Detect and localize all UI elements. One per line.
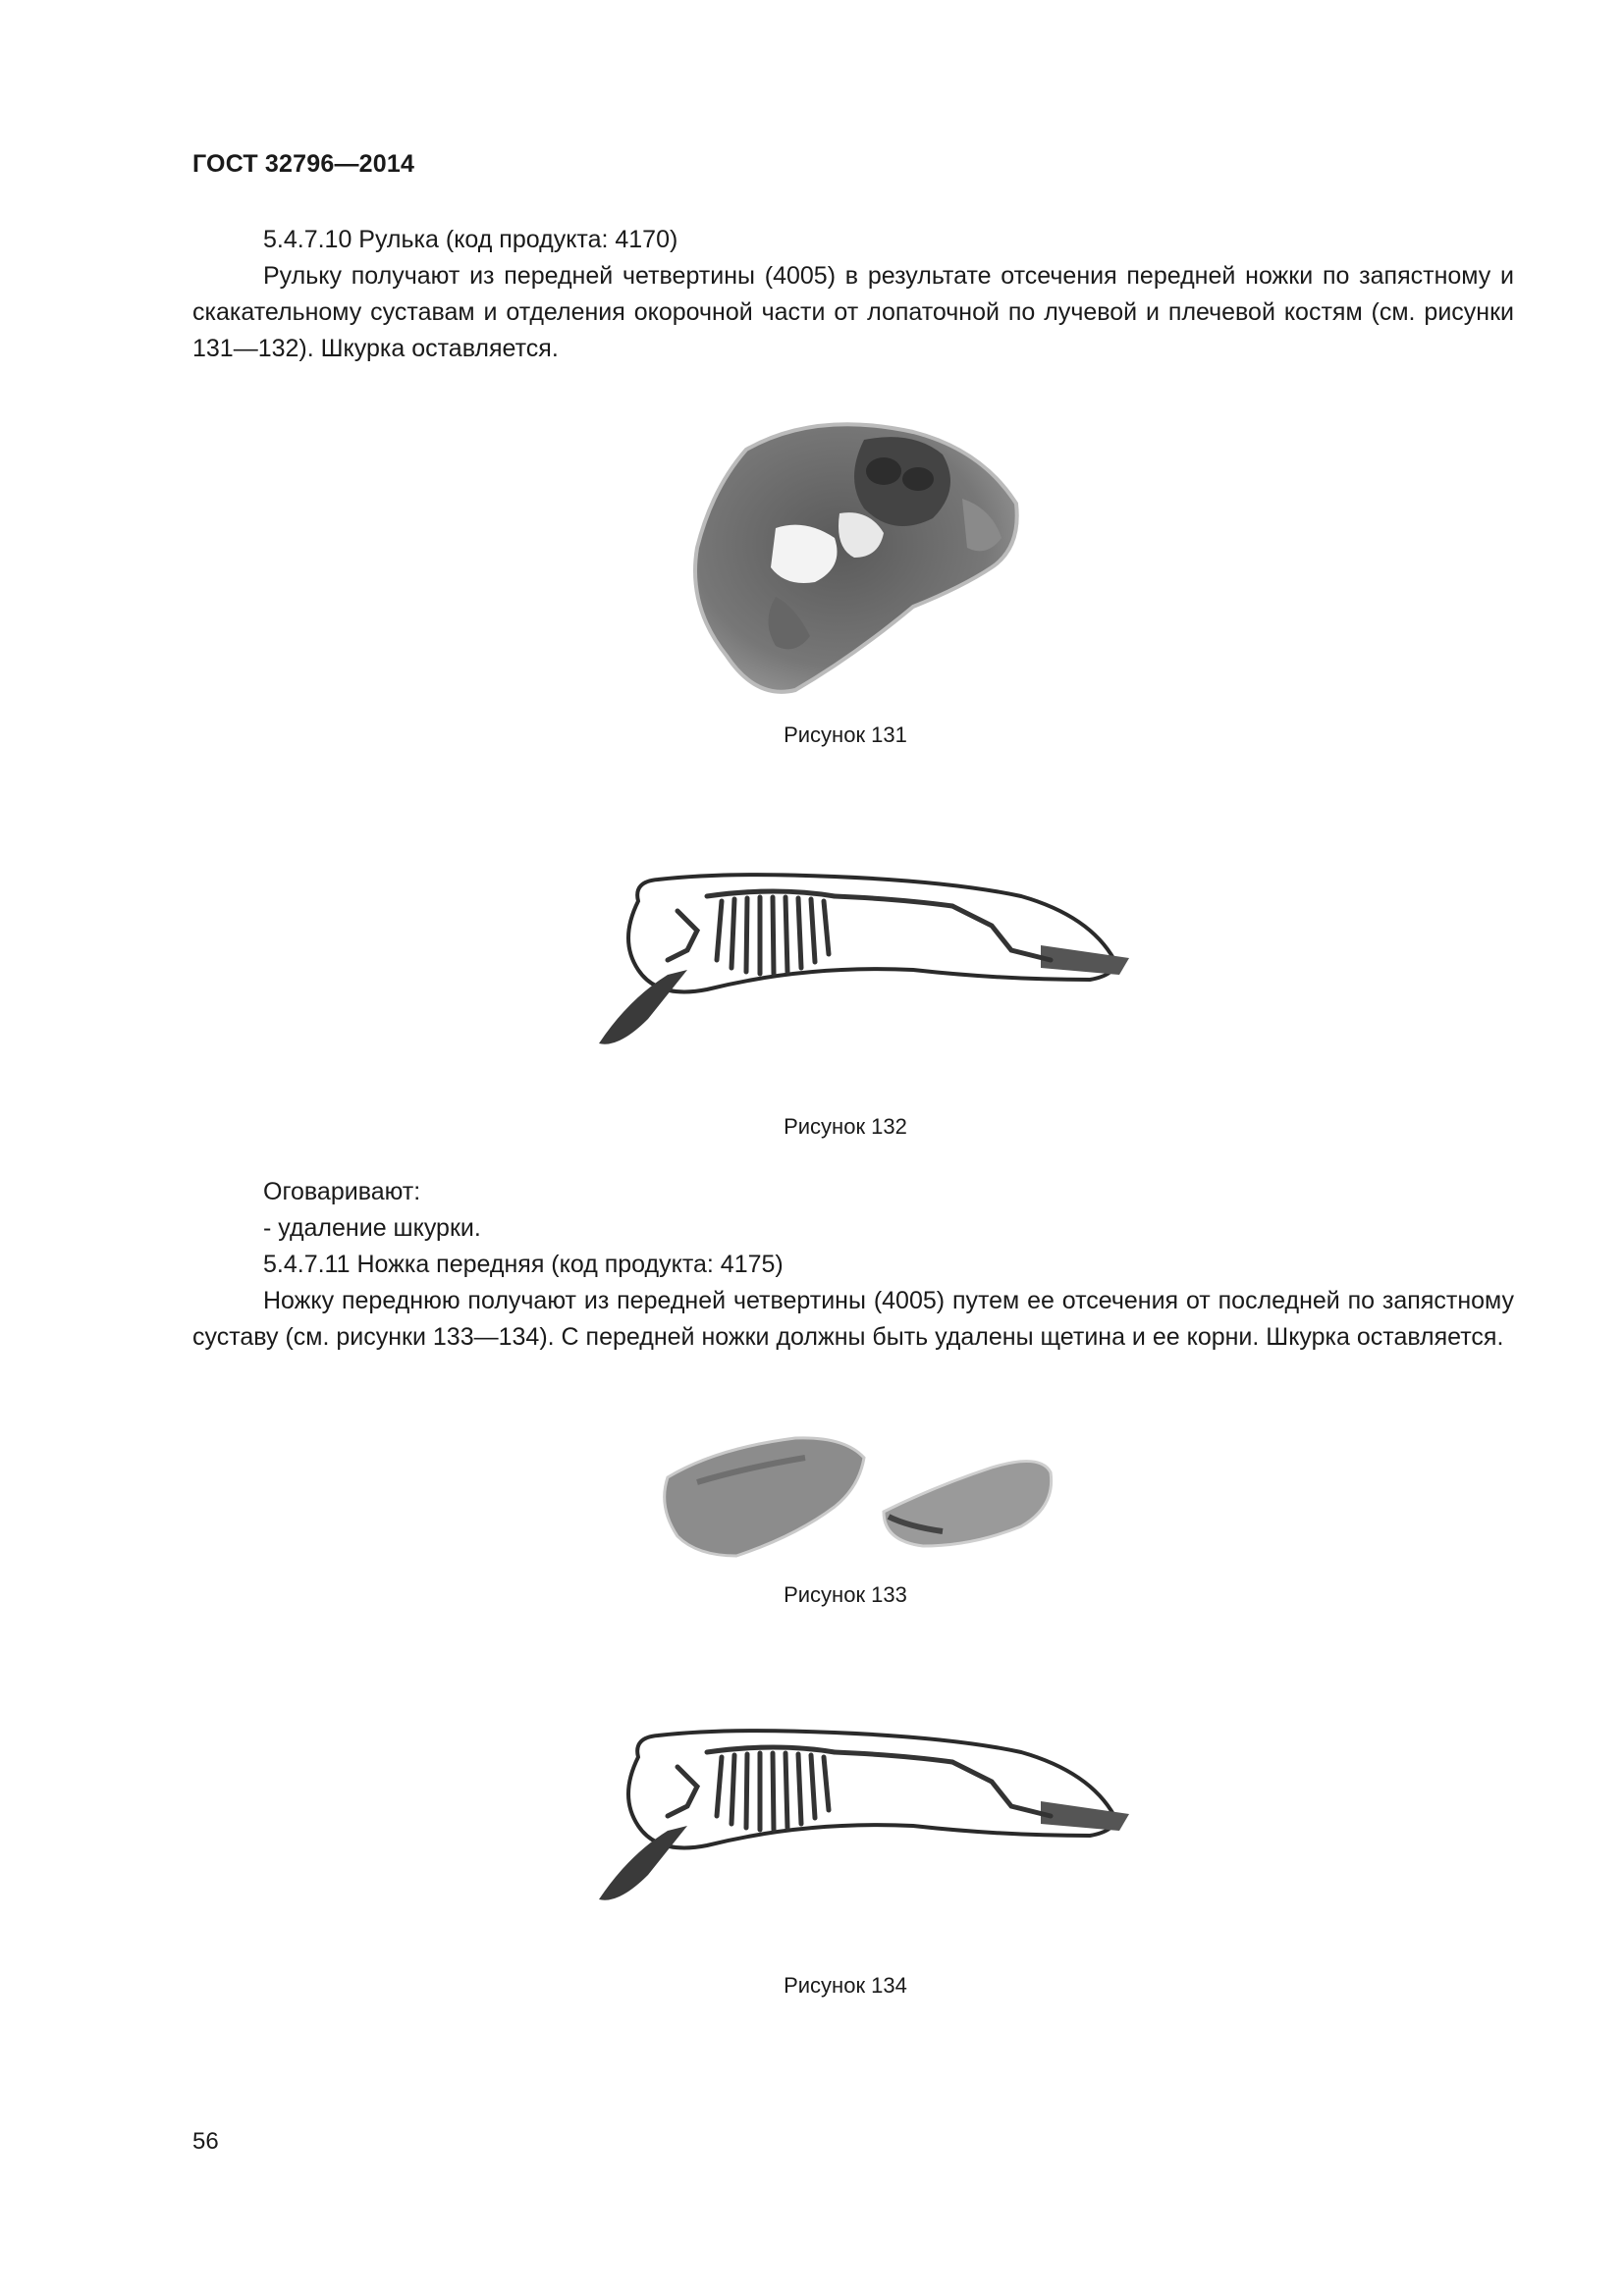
negotiated-label: Оговаривают: — [263, 1178, 421, 1205]
document-header: ГОСТ 32796—2014 — [192, 150, 415, 178]
pig-carcass-skeleton-diagram-icon — [579, 1708, 1139, 1914]
figure-133-caption: Рисунок 133 — [784, 1582, 907, 1607]
section-5-4-7-10 — [192, 222, 1514, 367]
pork-foreleg-photo-icon — [638, 1428, 1070, 1575]
figure-132-image — [579, 852, 1139, 1058]
figure-131-image — [668, 410, 1031, 705]
section-heading: 5.4.7.10 Рулька (код продукта: 4170) — [263, 226, 678, 253]
figure-131-caption: Рисунок 131 — [784, 722, 907, 747]
page-number: 56 — [192, 2128, 219, 2155]
negotiated-item: - удаление шкурки. — [263, 1214, 481, 1242]
section-5-4-7-11 — [192, 1174, 1514, 1356]
figure-133-image — [638, 1428, 1070, 1575]
section-body: Ножку переднюю получают из передней четвертины (4005) путем ее отсечения от последней по запястному суставу (см. рисунки 133—134). С передней ножки должны быть удалены щетина и ее корни. Шкурка оставляется. — [192, 1287, 1514, 1351]
pig-carcass-skeleton-diagram-icon — [579, 852, 1139, 1058]
section-body: Рульку получают из передней четвертины (4005) в результате отсечения передней ножки по запястному и скакательному суставам и отделения окорочной части от лопаточной по лучевой и плечевой костям (см. рисунки 131—132). Шкурка оставляется. — [192, 262, 1514, 362]
figure-132-caption: Рисунок 132 — [784, 1114, 907, 1139]
pork-shank-photo-icon — [668, 410, 1031, 705]
figure-134-image — [579, 1708, 1139, 1914]
section-heading: 5.4.7.11 Ножка передняя (код продукта: 4175) — [263, 1251, 784, 1278]
figure-134-caption: Рисунок 134 — [784, 1973, 907, 1998]
